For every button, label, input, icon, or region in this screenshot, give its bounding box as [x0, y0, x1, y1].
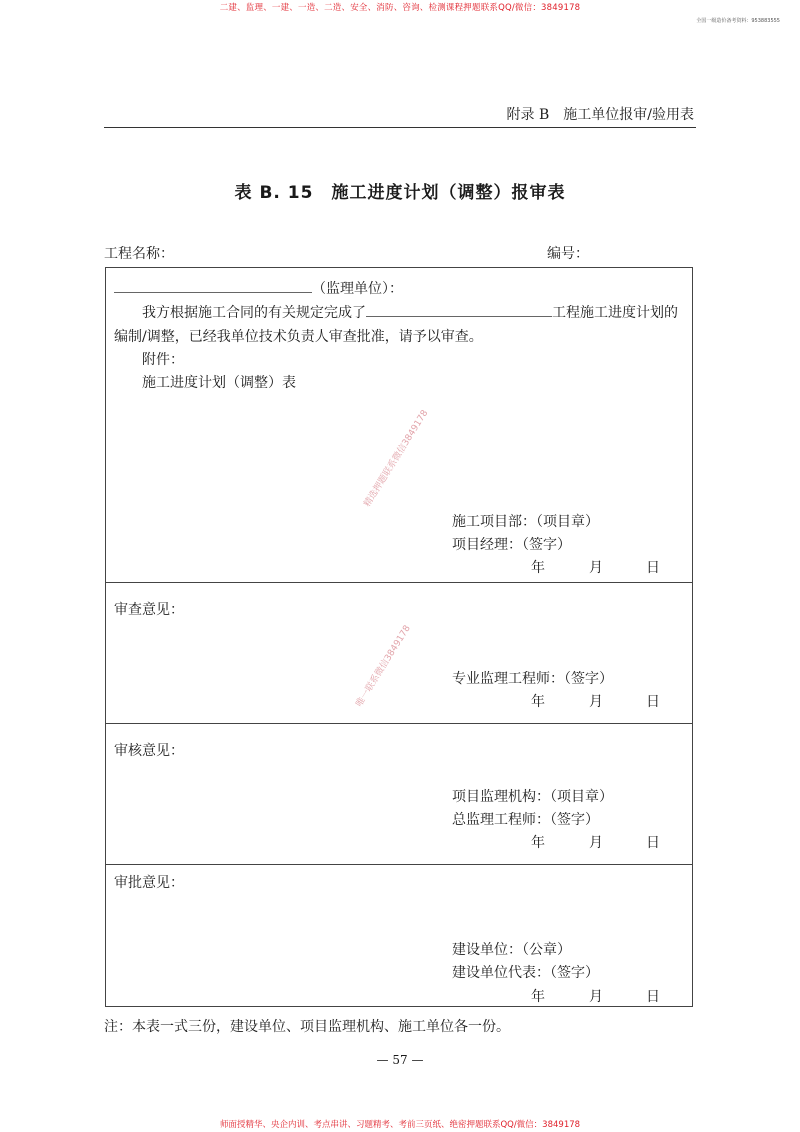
date-year: 年: [531, 694, 545, 710]
page-title: 表 B. 15 施工进度计划（调整）报审表: [234, 183, 566, 203]
date-day: 日: [646, 835, 660, 851]
header-rule: [104, 127, 696, 128]
page-number: — 57 —: [376, 1053, 424, 1067]
date-year: 年: [531, 989, 545, 1005]
date-day: 日: [646, 989, 660, 1005]
submission-body-line2: 编制/调整，已经我单位技术负责人审查批准，请予以审查。: [114, 329, 483, 345]
review-opinion-label: 审查意见：: [114, 602, 184, 618]
addressee-suffix: （监理单位）：: [312, 281, 403, 297]
report-form: [105, 267, 693, 1007]
supervision-org-seal: 项目监理机构：（项目章）: [452, 789, 613, 805]
addressee-line: [114, 278, 403, 298]
watermark-stamp: 唯一联系微信3849178: [354, 623, 413, 709]
body-prefix: 我方根据施工合同的有关规定完成了: [142, 305, 366, 321]
section-divider: [106, 723, 692, 724]
watermark-stamp: 精选押题联系微信3849178: [362, 408, 431, 509]
verify-opinion-label: 审核意见：: [114, 743, 184, 759]
project-name-label: 工程名称：: [104, 246, 174, 262]
bottom-promo-banner: 师面授精华、央企内训、考点串讲、习题精考、考前三页纸、绝密押题联系QQ/微信：3849178: [219, 1120, 581, 1130]
attachment-label: 附件：: [142, 352, 184, 368]
body-suffix: 工程施工进度计划的: [552, 305, 678, 321]
specialist-engineer-sign: 专业监理工程师：（签字）: [452, 671, 613, 687]
date-day: 日: [646, 694, 660, 710]
date-month: 月: [589, 694, 603, 710]
footnote: 注：本表一式三份，建设单位、项目监理机构、施工单位各一份。: [104, 1019, 510, 1035]
date-month: 月: [589, 835, 603, 851]
number-label: 编号：: [547, 246, 589, 262]
owner-representative-sign: 建设单位代表：（签字）: [452, 965, 599, 981]
date-month: 月: [589, 989, 603, 1005]
construction-dept-seal: 施工项目部：（项目章）: [452, 514, 599, 530]
date-month: 月: [589, 560, 603, 576]
date-year: 年: [531, 560, 545, 576]
top-promo-banner: 二建、监理、一建、一造、二造、安全、消防、咨询、检测课程押题联系QQ/微信：3849178: [219, 3, 581, 13]
date-day: 日: [646, 560, 660, 576]
running-head: 附录 B 施工单位报审/验用表: [506, 107, 694, 123]
date-year: 年: [531, 835, 545, 851]
project-name-blank[interactable]: [366, 302, 552, 317]
project-manager-sign: 项目经理：（签字）: [452, 537, 571, 553]
section-divider: [106, 582, 692, 583]
owner-unit-seal: 建设单位：（公章）: [452, 942, 571, 958]
supervisor-unit-blank[interactable]: [114, 278, 312, 293]
section-divider: [106, 864, 692, 865]
attachment-item: 施工进度计划（调整）表: [142, 375, 296, 391]
approve-opinion-label: 审批意见：: [114, 875, 184, 891]
top-right-note: 全国一级造价备考资料：953883555: [696, 18, 780, 24]
chief-engineer-sign: 总监理工程师：（签字）: [452, 812, 599, 828]
submission-body-line1: [142, 302, 678, 322]
